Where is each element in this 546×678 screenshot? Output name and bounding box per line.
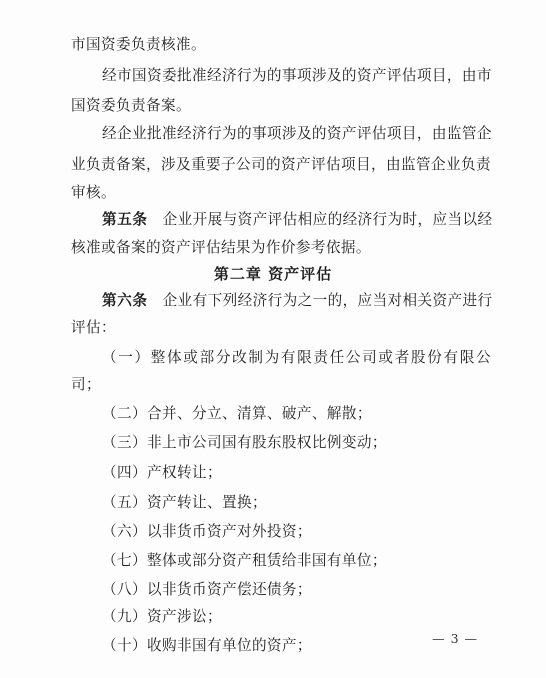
- text-line: 国资委负责备案。: [71, 97, 191, 114]
- list-item: （三）非上市公司国有股东股权比例变动；: [102, 434, 387, 451]
- list-item: （八）以非货币资产偿还债务；: [102, 581, 312, 598]
- article-5-first-line: [102, 210, 491, 230]
- page-number: — 3 —: [432, 631, 478, 646]
- text-line: 市国资委负责核准。: [71, 36, 206, 53]
- article-5-label: 第五条: [102, 211, 148, 228]
- list-item: （五）资产转让、置换；: [102, 494, 267, 511]
- list-item: （二）合并、分立、清算、破产、解散；: [102, 405, 372, 422]
- list-item: （十）收购非国有单位的资产；: [102, 637, 312, 654]
- article-6-label: 第六条: [102, 292, 148, 309]
- text-line: 业负责备案，涉及重要子公司的资产评估项目，由监管企业负责: [71, 156, 491, 173]
- list-item-continuation: 司；: [71, 376, 101, 393]
- text-line: 经市国资委批准经济行为的事项涉及的资产评估项目，由市: [102, 67, 492, 84]
- chapter-heading: 第二章 资产评估: [213, 265, 333, 283]
- text-line: 经企业批准经济行为的事项涉及的资产评估项目，由监管企: [102, 125, 492, 142]
- list-item: （一）整体或部分改制为有限责任公司或者股份有限公: [102, 349, 491, 366]
- article-5-text: 企业开展与资产评估相应的经济行为时，应当以经: [162, 211, 493, 228]
- list-item: （六）以非货币资产对外投资；: [102, 523, 312, 540]
- list-item: （四）产权转让；: [102, 464, 222, 481]
- article-6-first-line: [102, 291, 491, 311]
- list-item: （九）资产涉讼；: [102, 608, 222, 625]
- list-item: （七）整体或部分资产租赁给非国有单位；: [102, 552, 387, 569]
- text-line: 核准或备案的资产评估结果为作价参考依据。: [71, 239, 371, 256]
- article-6-text: 企业有下列经济行为之一的，应当对相关资产进行: [162, 292, 493, 309]
- text-line: 评估：: [71, 319, 116, 336]
- text-line: 审核。: [71, 184, 116, 201]
